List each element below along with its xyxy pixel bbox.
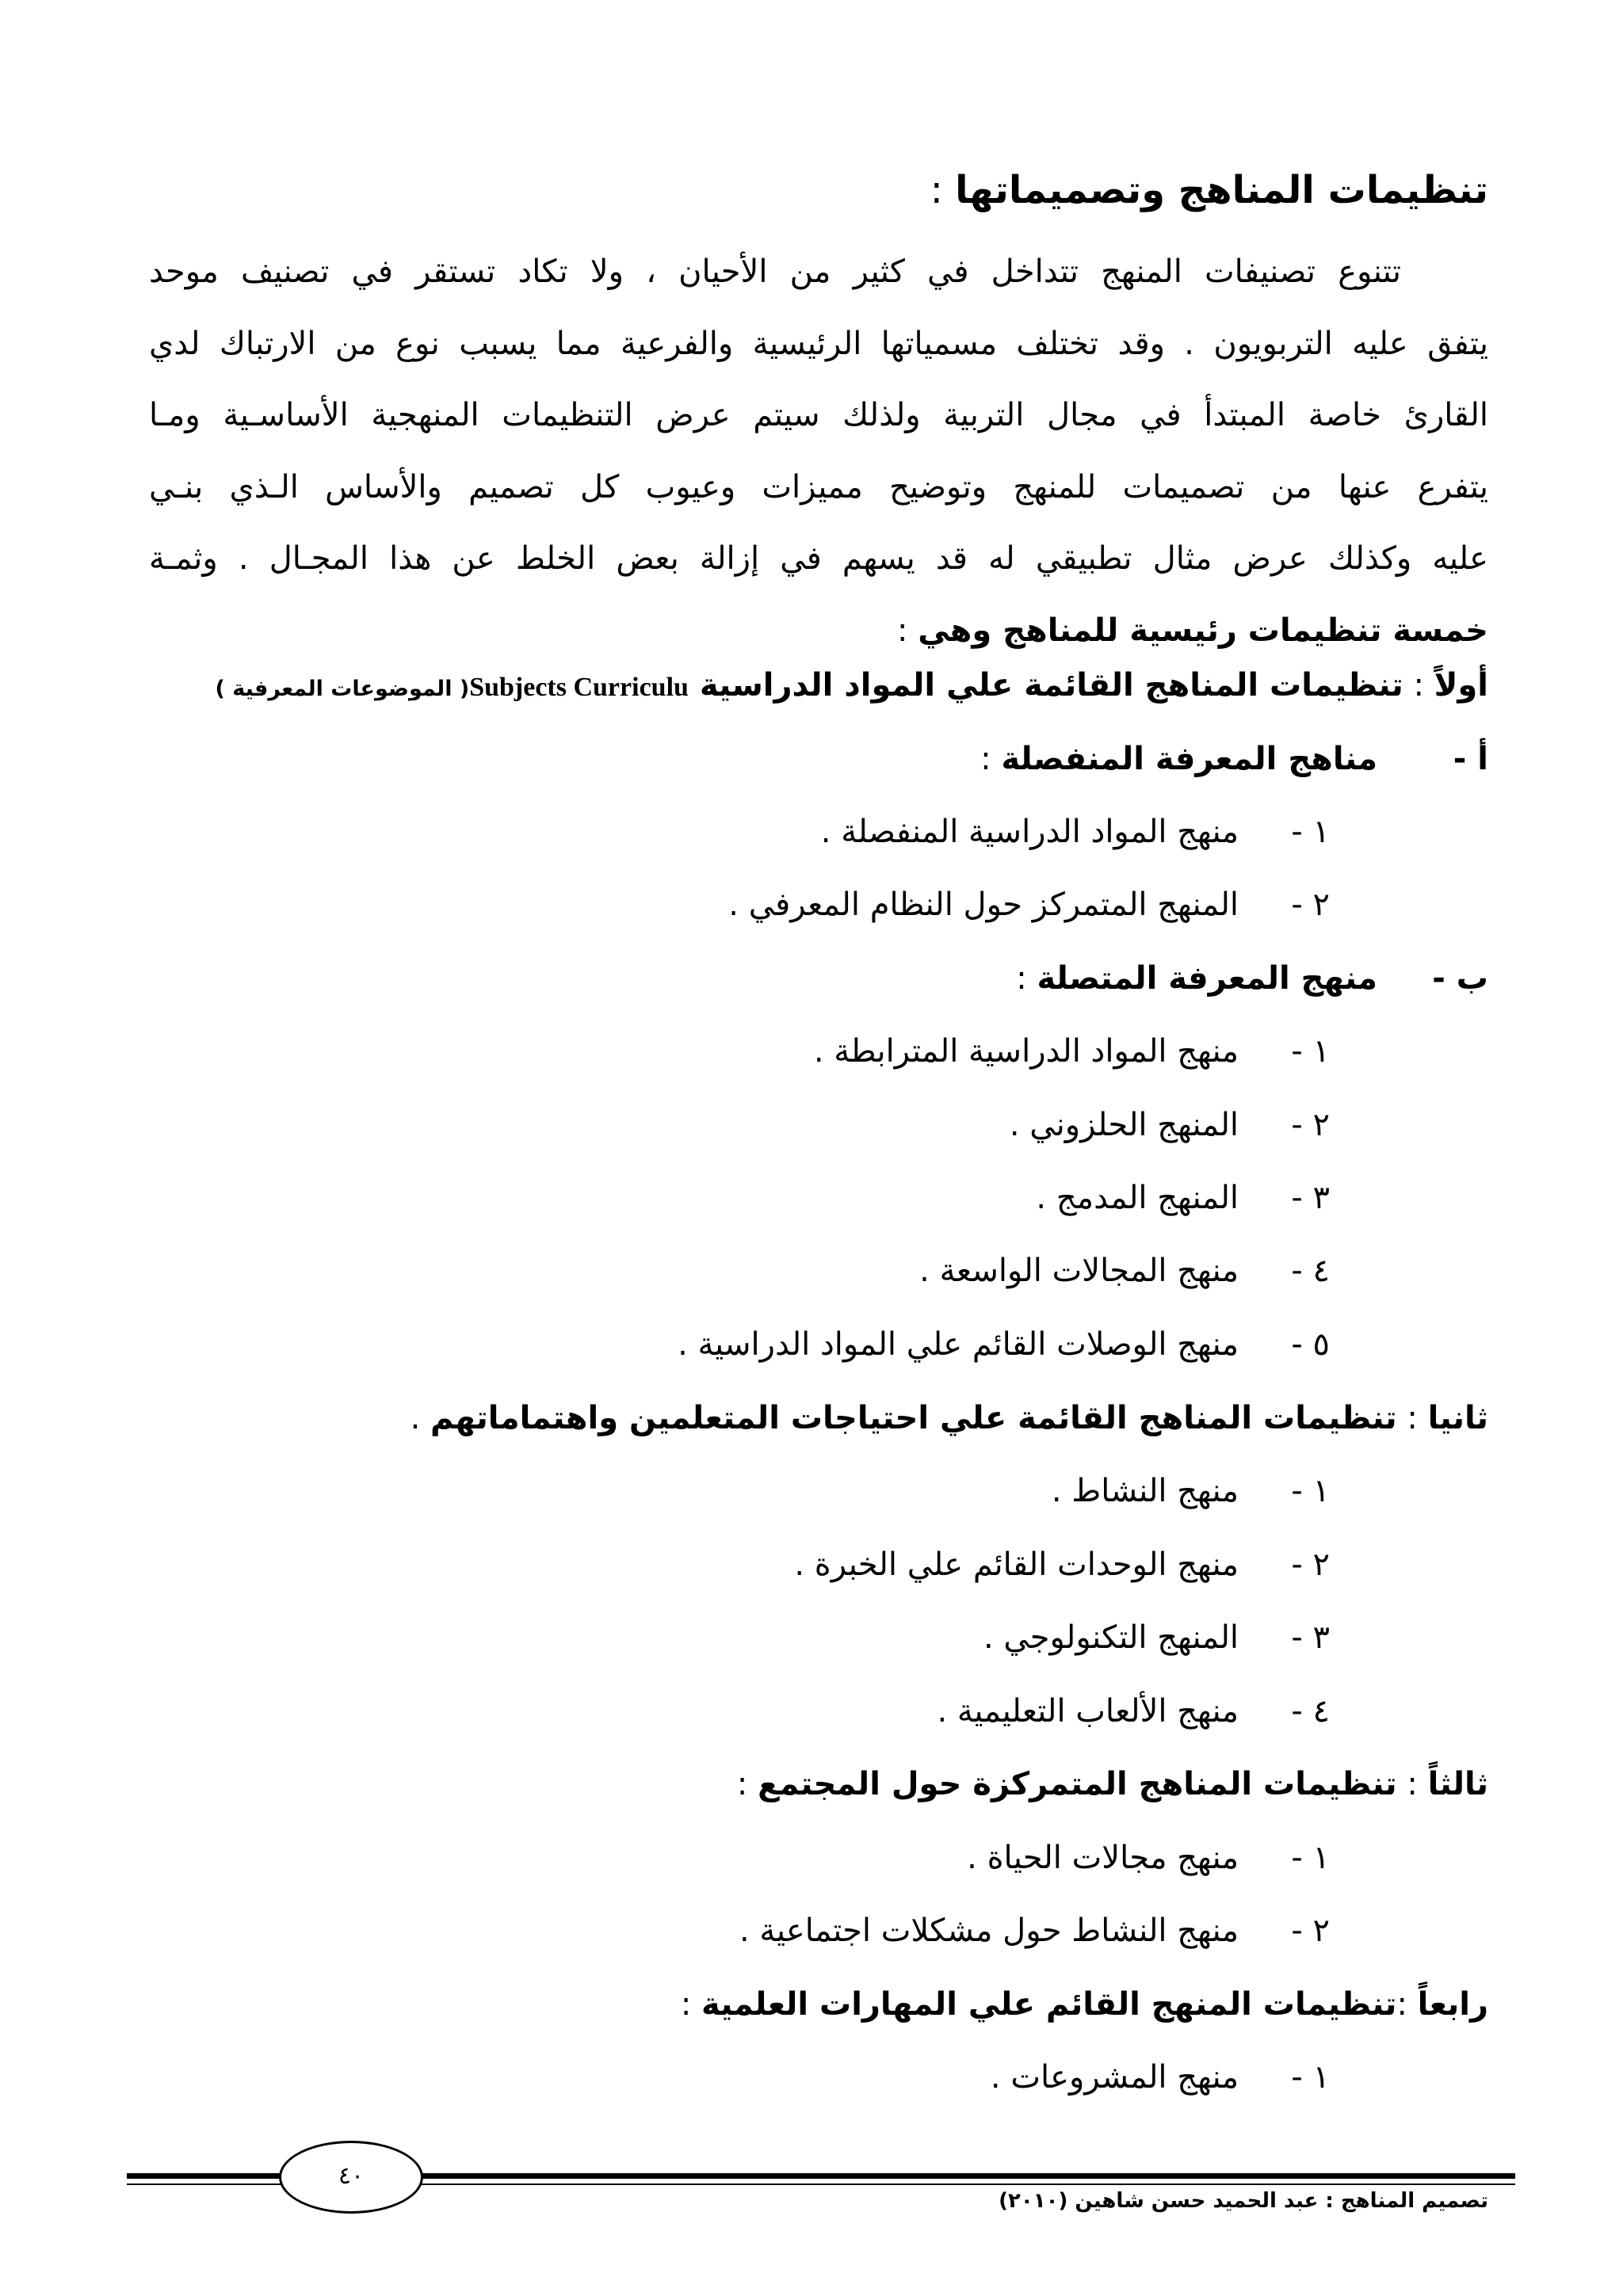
- list-number: ٥ -: [1291, 1326, 1330, 1363]
- list-item: [983, 1614, 1330, 1661]
- section-2-heading: [411, 1394, 1488, 1442]
- paragraph-line-bold: [149, 595, 1488, 667]
- list-number: ٤ -: [1291, 1253, 1330, 1289]
- section-title-text: تنظيمات المناهج وتصميماتها: [955, 168, 1488, 212]
- list-item: [794, 1541, 1330, 1589]
- group-a-heading: [980, 735, 1488, 783]
- list-item: [678, 1321, 1330, 1368]
- paragraph-line: يتفرع عنها من تصميمات للمنهج وتوضيح مميزات وعيوب كل تصميم والأساس الـذي بنـي: [149, 468, 1488, 505]
- section-title-colon: :: [930, 168, 956, 212]
- list-item: [821, 808, 1330, 856]
- section-1-label: أولاً: [1434, 667, 1488, 704]
- section-3-heading: [737, 1760, 1488, 1808]
- section-1-sep: :: [1403, 667, 1434, 704]
- section-4-title: تنظيمات المنهج القائم علي المهارات العلمية: [701, 1986, 1397, 2023]
- list-number: ٣ -: [1291, 1180, 1330, 1216]
- list-item: [728, 881, 1330, 929]
- list-number: ١ -: [1291, 814, 1330, 850]
- group-b-title: منهج المعرفة المتصلة: [1037, 960, 1377, 997]
- list-text: المنهج المتمركز حول النظام المعرفي .: [728, 887, 1239, 923]
- list-text: المنهج المدمج .: [1036, 1180, 1239, 1216]
- section-1-paren: ( الموضوعات المعرفية ): [215, 677, 470, 701]
- paragraph-line: عليه وكذلك عرض مثال تطبيقي له قد يسهم في إزالة بعض الخلط عن هذا المجـال . وثمـة: [149, 540, 1488, 577]
- list-text: منهج الوصلات القائم علي المواد الدراسية .: [678, 1326, 1239, 1363]
- section-1-heading: [216, 662, 1488, 713]
- list-text: منهج النشاط حول مشكلات اجتماعية .: [739, 1913, 1239, 1949]
- intro-paragraph: [149, 236, 1488, 666]
- list-text: منهج مجالات الحياة .: [967, 1840, 1239, 1876]
- list-item: [919, 1247, 1330, 1295]
- section-4-label: رابعاً: [1417, 1986, 1488, 2023]
- list-text: منهج المشروعات .: [990, 2059, 1239, 2096]
- section-3-title: تنظيمات المناهج المتمركزة حول المجتمع: [758, 1766, 1397, 1802]
- intro-colon: :: [897, 612, 918, 649]
- list-text: المنهج التكنولوجي .: [983, 1619, 1239, 1656]
- list-number: ٢ -: [1291, 1107, 1330, 1143]
- list-text: منهج الألعاب التعليمية .: [937, 1693, 1239, 1730]
- list-number: ٣ -: [1291, 1619, 1330, 1656]
- section-2-tail: .: [410, 1400, 431, 1436]
- list-item: [739, 1907, 1330, 1955]
- list-number: ١ -: [1291, 1473, 1330, 1509]
- list-text: منهج المواد الدراسية المنفصلة .: [820, 814, 1239, 850]
- footer-citation: تصميم المناهج : عبد الحميد حسن شاهين (٢٠١٠): [999, 2189, 1488, 2213]
- list-item: [814, 1028, 1330, 1075]
- section-1-title: تنظيمات المناهج القائمة علي المواد الدراسية: [699, 667, 1403, 704]
- list-text: منهج الوحدات القائم علي الخبرة .: [794, 1547, 1239, 1583]
- group-a-title: مناهج المعرفة المنفصلة: [1001, 741, 1377, 777]
- list-text: منهج المجالات الواسعة .: [919, 1253, 1239, 1289]
- list-number: ٢ -: [1291, 887, 1330, 923]
- paragraph-line: يتفق عليه التربويون . وقد تختلف مسمياتها الرئيسية والفرعية مما يسبب نوع من الارتباك لدي: [149, 325, 1488, 362]
- list-text: المنهج الحلزوني .: [1009, 1107, 1239, 1143]
- group-a-letter: أ -: [1453, 741, 1488, 777]
- section-2-title: تنظيمات المناهج القائمة علي احتياجات المتعلمين واهتماماتهم: [430, 1400, 1397, 1436]
- list-number: ١ -: [1291, 1033, 1330, 1070]
- section-2-label: ثانيا: [1427, 1400, 1488, 1436]
- section-1-latin: Subjects Curriculu: [469, 673, 689, 702]
- group-b-heading: [1016, 955, 1488, 1002]
- intro-bold-text: خمسة تنظيمات رئيسية للمناهج وهي: [918, 612, 1488, 649]
- section-3-label: ثالثاً: [1427, 1766, 1488, 1802]
- section-4-tail: :: [680, 1986, 702, 2023]
- list-item: [967, 1834, 1330, 1882]
- list-number: ٢ -: [1291, 1913, 1330, 1949]
- section-3-sep: :: [1396, 1766, 1428, 1802]
- list-item: [991, 2054, 1330, 2101]
- paragraph-line: تتنوع تصنيفات المنهج تتداخل في كثير من الأحيان ، ولا تكاد تستقر في تصنيف موحد: [149, 254, 1401, 290]
- group-a-colon: :: [980, 741, 1002, 777]
- paragraph-line: القارئ خاصة المبتدأ في مجال التربية ولذلك سيتم عرض التنظيمات المنهجية الأساسـية ومـا: [149, 397, 1488, 433]
- section-title: [157, 162, 1488, 218]
- list-number: ٢ -: [1291, 1547, 1330, 1583]
- list-number: ١ -: [1291, 1840, 1330, 1876]
- section-4-sep: :: [1396, 1986, 1418, 2023]
- list-item: [1052, 1467, 1330, 1515]
- list-number: ٤ -: [1291, 1693, 1330, 1730]
- page-number: ٤٠: [279, 2141, 423, 2214]
- section-2-sep: :: [1396, 1400, 1428, 1436]
- list-item: [1010, 1101, 1330, 1149]
- group-b-letter: ب -: [1432, 960, 1488, 997]
- list-text: منهج النشاط .: [1051, 1473, 1239, 1509]
- section-4-heading: [681, 1981, 1488, 2028]
- group-b-colon: :: [1016, 960, 1037, 997]
- list-text: منهج المواد الدراسية المترابطة .: [813, 1033, 1239, 1070]
- list-number: ١ -: [1291, 2059, 1330, 2096]
- section-3-tail: :: [736, 1766, 758, 1802]
- list-item: [938, 1688, 1331, 1735]
- list-item: [1036, 1174, 1330, 1222]
